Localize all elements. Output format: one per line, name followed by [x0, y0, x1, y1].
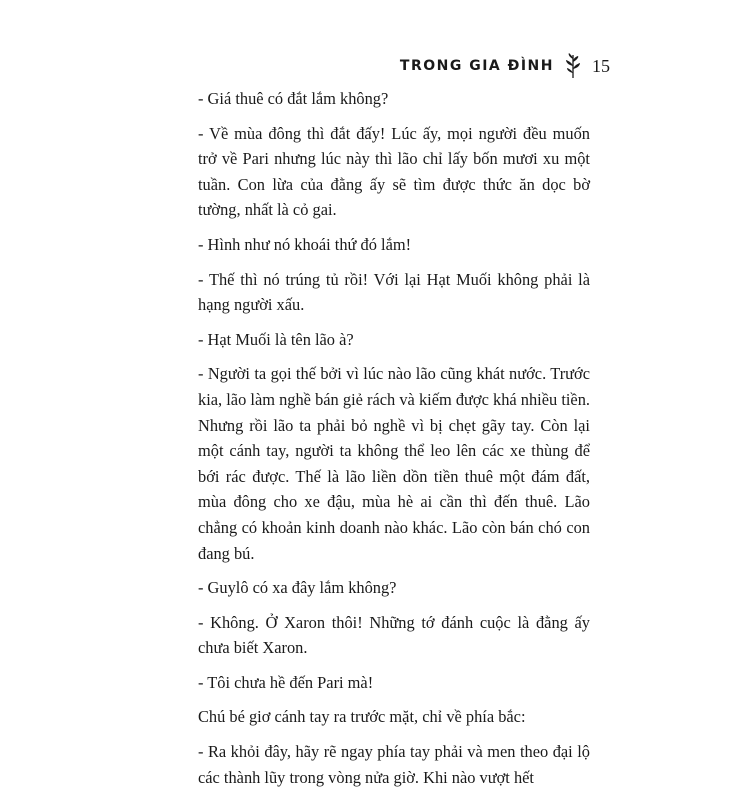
paragraph: - Giá thuê có đắt lắm không? [198, 89, 389, 108]
paragraph: - Guylô có xa đây lắm không? [198, 578, 397, 598]
paragraph: - Ra khỏi đây, hãy rẽ ngay phía tay phải và men theo đại lộ các thành lũy trong vòng nửa giờ. Khi nào vượt hết [198, 742, 590, 787]
paragraph: - Tôi chưa hề đến Pari mà! [198, 672, 374, 692]
paragraph: Chú bé giơ cánh tay ra trước mặt, chỉ về phía bắc: [198, 707, 526, 727]
paragraph: - Hình như nó khoái thứ đó lắm! [198, 234, 412, 254]
paragraph: - Người ta gọi thế bởi vì lúc nào lão cũng khát nước. Trước kia, lão làm nghề bán giẻ rách và kiếm được khá nhiều tiền. Nhưng rồi lão ta phải bỏ nghề vì bị chẹt gãy tay. Còn lại một cánh tay, người ta không thể leo lên các xe thùng để bới rác được. Thế là lão liền dồn tiền thuê một đám đất, mùa đông cho xe đậu, mùa hè ai cần thì đến thuê. Lão chẳng có khoản kinh doanh nào khác. Lão còn bán chó con đang bú. [198, 364, 590, 563]
paragraph: - Hạt Muối là tên lão à? [198, 329, 354, 349]
paragraph: - Về mùa đông thì đắt đấy! Lúc ấy, mọi người đều muốn trở về Pari nhưng lúc này thì lão chỉ lấy bốn mươi xu một tuần. Con lừa của đằng ấy sẽ tìm được thức ăn dọc bờ tường, nhất là cỏ gai. [198, 123, 590, 220]
paragraph: - Thế thì nó trúng tủ rồi! Với lại Hạt Muối không phải là hạng người xấu. [198, 269, 590, 315]
chapter-title: TRONG GIA ĐÌNH [399, 58, 554, 74]
body-text [198, 86, 590, 790]
running-header [400, 52, 582, 80]
paragraph: - Không. Ở Xaron thôi! Những tớ đánh cuộc là đằng ấy chưa biết Xaron. [198, 612, 590, 658]
leaf-sprig-icon [564, 53, 582, 79]
page-number: 15 [592, 56, 610, 76]
